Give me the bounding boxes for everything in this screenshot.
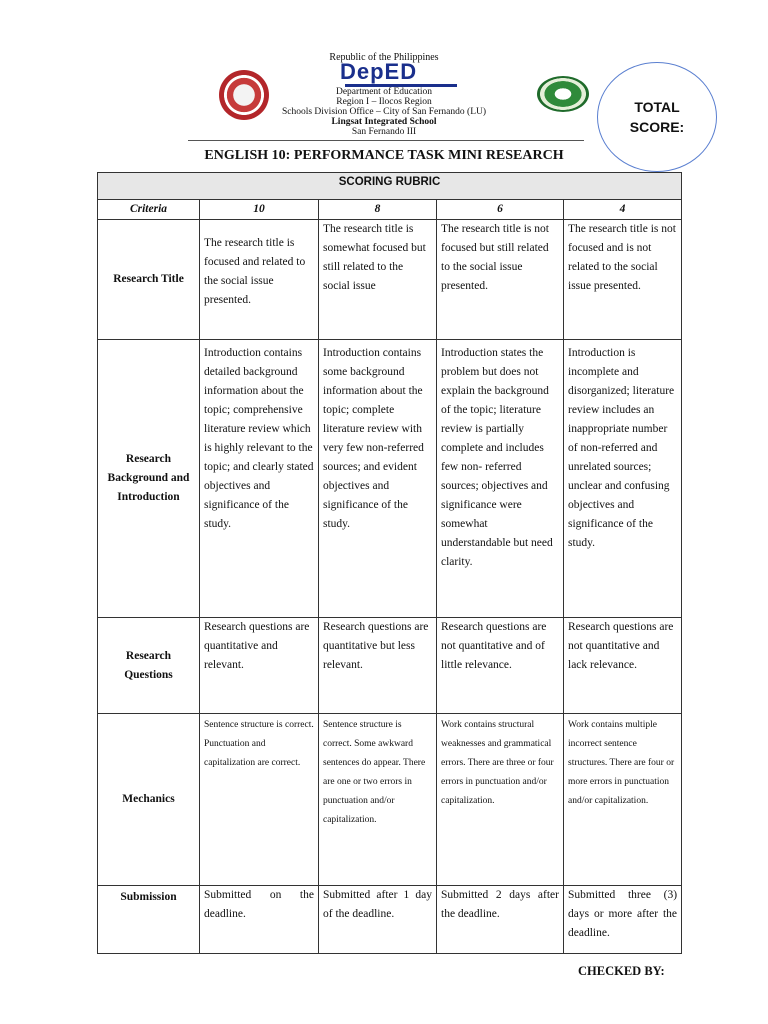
total-score-label-2: SCORE:: [629, 119, 685, 135]
score-10-cell: Research questions are quantitative and relevant.: [200, 618, 319, 714]
score-8-cell: Introduction contains some background information about the topic; complete literature review with very few non-referred sources; and evident objectives and significance of the study.: [319, 340, 437, 618]
column-header-criteria: Criteria: [98, 200, 200, 220]
column-header-6: 6: [437, 200, 564, 220]
score-10-cell: Submitted on the deadline.: [200, 886, 319, 954]
criterion-research-questions: Research Questions: [98, 618, 200, 714]
score-4-cell: Research questions are not quantitative and lack relevance.: [564, 618, 682, 714]
rubric-row-background: [98, 340, 682, 618]
criterion-background-introduction: Research Background and Introduction: [98, 340, 200, 618]
deped-logo: [340, 60, 462, 84]
rubric-row-research-questions: [98, 618, 682, 714]
column-header-4: 4: [564, 200, 682, 220]
score-6-cell: Work contains structural weaknesses and grammatical errors. There are three or four errors in punctuation and/or capitalization.: [437, 714, 564, 886]
criterion-mechanics: Mechanics: [98, 714, 200, 886]
score-8-cell: The research title is somewhat focused but still related to the social issue: [319, 220, 437, 340]
column-header-10: 10: [200, 200, 319, 220]
score-6-cell: The research title is not focused but still related to the social issue presented.: [437, 220, 564, 340]
letterhead-divider: [188, 140, 584, 141]
score-6-cell: Research questions are not quantitative and of little relevance.: [437, 618, 564, 714]
criterion-research-title: Research Title: [98, 220, 200, 340]
score-4-cell: Submitted three (3) days or more after the deadline.: [564, 886, 682, 954]
score-4-cell: Introduction is incomplete and disorganized; literature review includes an inappropriate number of non-referred and unrelated sources; unclear and confusing objectives and significance of the study.: [564, 340, 682, 618]
score-8-cell: Submitted after 1 day of the deadline.: [319, 886, 437, 954]
total-score-label-1: TOTAL: [634, 99, 680, 115]
rubric-row-mechanics: [98, 714, 682, 886]
city-line: San Fernando III: [351, 127, 417, 137]
rubric-row-submission: [98, 886, 682, 954]
column-header-8: 8: [319, 200, 437, 220]
deped-logo-text: DepED: [340, 59, 418, 84]
rubric-banner-row: [98, 173, 682, 200]
school-line: Lingsat Integrated School: [331, 117, 437, 127]
criterion-submission: Submission: [98, 886, 200, 954]
region-line: Region I – Ilocos Region: [336, 97, 432, 107]
school-seal-logo: [537, 76, 589, 112]
score-10-cell: The research title is focused and related to the social issue presented.: [200, 220, 319, 340]
score-4-cell: Work contains multiple incorrect sentence structures. There are four or more errors in punctuation and/or capitalization.: [564, 714, 682, 886]
rubric-row-research-title: [98, 220, 682, 340]
score-10-cell: Sentence structure is correct. Punctuation and capitalization are correct.: [200, 714, 319, 886]
scoring-rubric-table: [97, 172, 682, 954]
rubric-heading: SCORING RUBRIC: [98, 173, 682, 200]
score-8-cell: Sentence structure is correct. Some awkward sentences do appear. There are one or two errors in punctuation and/or capitalization.: [319, 714, 437, 886]
checked-by-label: CHECKED BY:: [578, 964, 665, 978]
rubric-header-row: [98, 200, 682, 220]
score-6-cell: Submitted 2 days after the deadline.: [437, 886, 564, 954]
score-4-cell: The research title is not focused and is not related to the social issue presented.: [564, 220, 682, 340]
document-title: ENGLISH 10: PERFORMANCE TASK MINI RESEARCH: [204, 148, 564, 163]
department-line: Department of Education: [335, 87, 433, 97]
division-line: Schools Division Office – City of San Fernando (LU): [281, 107, 487, 117]
score-8-cell: Research questions are quantitative but less relevant.: [319, 618, 437, 714]
score-6-cell: Introduction states the problem but does not explain the background of the topic; literature review is partially complete and includes few non- referred sources; objectives and significance were somewhat understandable but need clarity.: [437, 340, 564, 618]
score-10-cell: Introduction contains detailed background information about the topic; comprehensive literature review which is highly relevant to the topic; and clearly stated objectives and significance of the study.: [200, 340, 319, 618]
republic-line: Republic of the Philippines: [329, 52, 439, 63]
